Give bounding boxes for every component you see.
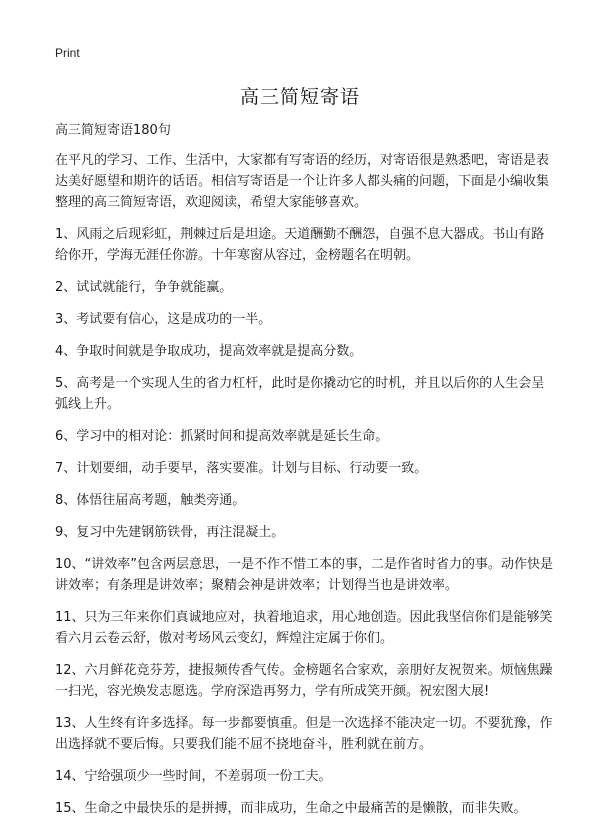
list-item: 12、六月鲜花竞芬芳，捷报频传香气传。金榜题名合家欢，亲朋好友祝贺来。烦恼焦躁一扫光，容光焕发志愿选。学府深造再努力，学有所成笑开颜。祝宏图大展! xyxy=(55,663,553,699)
list-item: 1、风雨之后现彩虹，荆棘过后是坦途。天道酬勤不酬怨，自强不息大器成。书山有路给你开，学海无涯任你游。十年寒窗从容过，金榜题名在明朝。 xyxy=(55,227,545,263)
intro-paragraph: 在平凡的学习、工作、生活中，大家都有写寄语的经历，对寄语很是熟悉吧，寄语是表达美好愿望和期许的话语。相信写寄语是一个让许多人都头痛的问题，下面是小编收集整理的高三简短寄语，欢迎阅读，希望大家能够喜欢。 xyxy=(55,153,550,210)
page-title: 高三简短寄语 xyxy=(239,86,360,108)
list-item: 5、高考是一个实现人生的省力杠杆，此时是你撬动它的时机，并且以后你的人生会呈弧线上升。 xyxy=(55,376,545,412)
list-item: 8、体悟往届高考题，触类旁通。 xyxy=(55,493,246,508)
article-body xyxy=(55,120,555,830)
print-link[interactable]: Print xyxy=(55,46,80,60)
list-item: 2、试试就能行，争争就能赢。 xyxy=(55,280,233,295)
list-item: 7、计划要细，动手要早，落实要准。计划与目标、行动要一致。 xyxy=(55,461,428,476)
list-item: 15、生命之中最快乐的是拼搏，而非成功，生命之中最痛苦的是懒散，而非失败。 xyxy=(55,801,527,816)
list-item: 9、复习中先建钢筋铁骨，再注混凝土。 xyxy=(55,525,285,540)
list-item: 11、只为三年来你们真诚地应对，执着地追求，用心地创造。因此我坚信你们是能够笑看六月云卷云舒，傲对考场风云变幻，辉煌注定属于你们。 xyxy=(55,610,553,646)
list-item: 3、考试要有信心，这是成功的一半。 xyxy=(55,312,272,327)
list-item: 13、人生终有许多选择。每一步都要慎重。但是一次选择不能决定一切。不要犹豫，作出选择就不要后悔。只要我们能不屈不挠地奋斗，胜利就在前方。 xyxy=(55,716,553,752)
list-item: 6、学习中的相对论：抓紧时间和提高效率就是延长生命。 xyxy=(55,429,389,444)
list-item: 10、“讲效率”包含两层意思，一是不作不惜工本的事，二是作省时省力的事。动作快是讲效率；有条理是讲效率；聚精会神是讲效率；计划得当也是讲效率。 xyxy=(55,557,554,593)
article-subtitle: 高三简短寄语180句 xyxy=(55,123,171,138)
list-item: 14、宁给强项少一些时间，不差弱项一份工夫。 xyxy=(55,769,332,784)
list-item: 4、争取时间就是争取成功，提高效率就是提高分数。 xyxy=(55,344,363,359)
